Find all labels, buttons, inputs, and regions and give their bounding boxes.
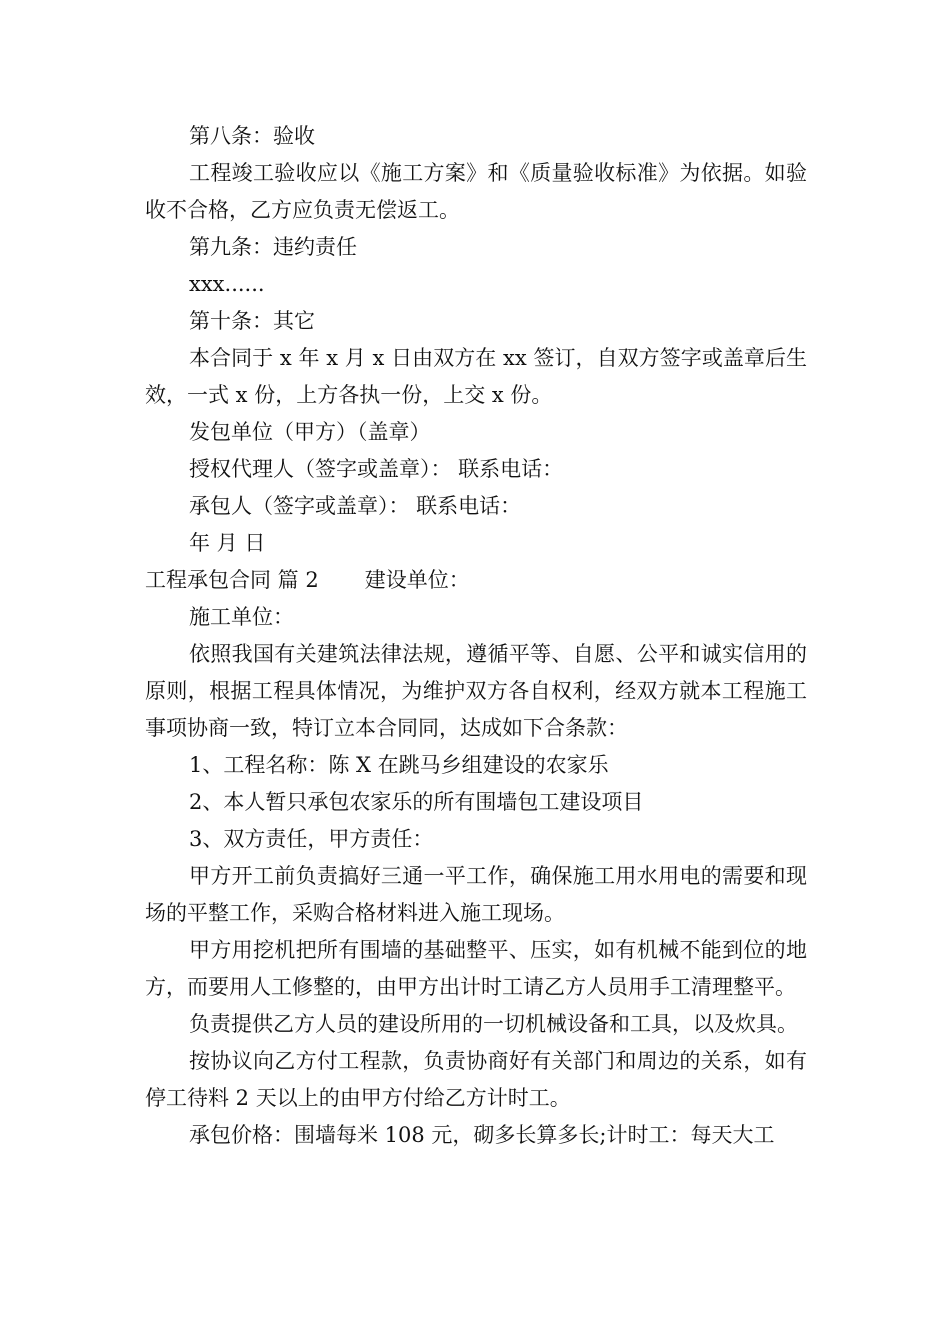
item-1-project-name: 1、工程名称：陈 X 在跳马乡组建设的农家乐 [189,753,609,777]
responsibility-paragraph-3: 负责提供乙方人员的建设所用的一切机械设备和工具，以及炊具。 [189,1012,798,1036]
article-8-body: 工程竣工验收应以《施工方案》和《质量验收标准》为依据。如验收不合格，乙方应负责无偿返工。 [145,161,807,222]
article-9-heading: 第九条：违约责任 [189,235,357,259]
responsibility-paragraph-2: 甲方用挖机把所有围墙的基础整平、压实，如有机械不能到位的地方，而要用人工修整的，由甲方出计时工请乙方人员用手工清理整平。 [145,938,807,999]
item-2-scope: 2、本人暂只承包农家乐的所有围墙包工建设项目 [189,790,644,814]
section-2-heading-line [145,562,807,599]
item-3-responsibilities: 3、双方责任，甲方责任： [189,827,434,851]
article-9-body: xxx...... [189,272,265,296]
agent-signature-line: 授权代理人（签字或盖章）： 联系电话： [189,457,564,481]
price-paragraph: 承包价格：围墙每米 108 元，砌多长算多长;计时工：每天大工 [189,1123,775,1147]
preamble-paragraph: 依照我国有关建筑法律法规，遵循平等、自愿、公平和诚实信用的原则，根据工程具体情况，为维护双方各自权利，经双方就本工程施工事项协商一致，特订立本合同同，达成如下合条款： [145,642,807,740]
article-10-heading: 第十条：其它 [189,309,315,333]
employer-signature-line: 发包单位（甲方）（盖章） [189,420,431,444]
section-2-title: 工程承包合同 篇 2 [145,568,319,592]
document-page [145,118,807,1154]
responsibility-paragraph-1: 甲方开工前负责搞好三通一平工作，确保施工用水用电的需要和现场的平整工作，采购合格材料进入施工现场。 [145,864,807,925]
date-line: 年 月 日 [189,531,266,555]
responsibility-paragraph-4: 按协议向乙方付工程款，负责协商好有关部门和周边的关系，如有停工待料 2 天以上的由甲方付给乙方计时工。 [145,1049,807,1110]
contractor-signature-line: 承包人（签字或盖章）： 联系电话： [189,494,522,518]
article-10-body: 本合同于 x 年 x 月 x 日由双方在 xx 签订，自双方签字或盖章后生效，一式 x 份，上方各执一份，上交 x 份。 [145,346,807,407]
contractor-unit-label: 施工单位： [189,605,294,629]
construction-unit-label: 建设单位： [364,568,470,592]
article-8-heading: 第八条：验收 [189,124,315,148]
